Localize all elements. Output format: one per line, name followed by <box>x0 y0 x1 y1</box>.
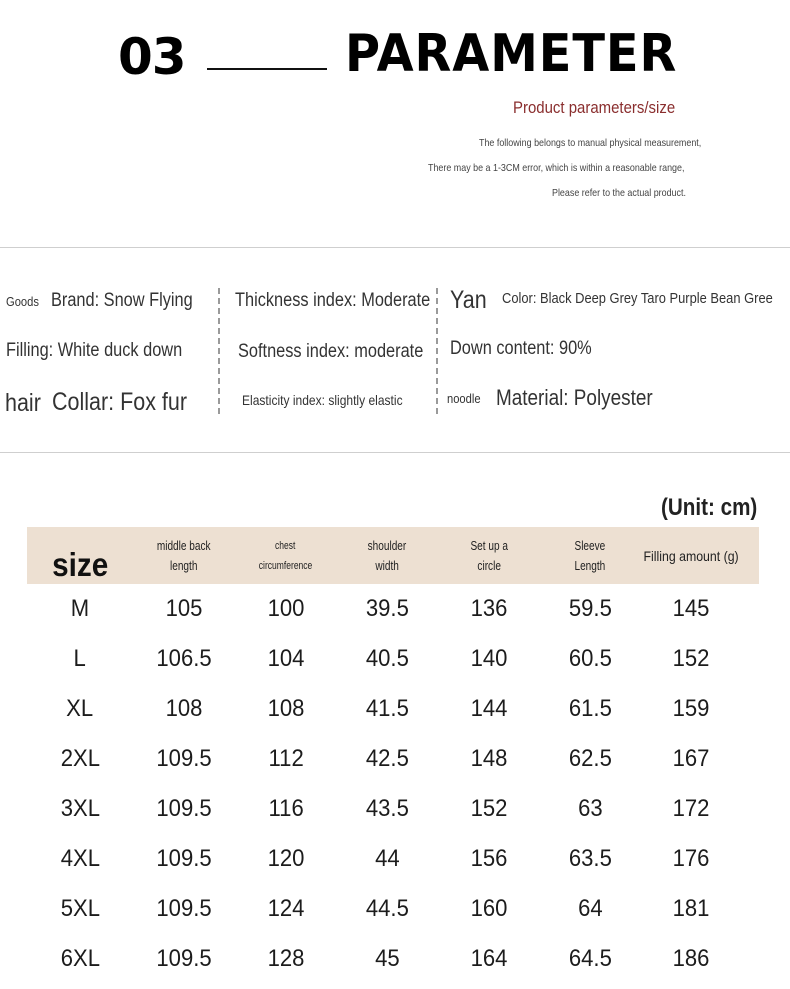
cell-text: 144 <box>470 695 508 722</box>
cell-text: 39.5 <box>365 595 409 622</box>
cell-circle <box>439 634 539 684</box>
header-circle <box>439 527 539 584</box>
table-row <box>0 784 790 834</box>
cell-size <box>30 784 130 834</box>
divider-bottom <box>0 452 790 453</box>
cell-text: 2XL <box>60 745 100 772</box>
cell-text: 136 <box>470 595 508 622</box>
header-circle-line2: circle <box>477 557 501 573</box>
cell-size <box>30 634 130 684</box>
cell-text: 108 <box>267 695 305 722</box>
cell-text: 5XL <box>60 895 100 922</box>
cell-text: 116 <box>268 795 304 822</box>
cell-back-length <box>134 734 234 784</box>
cell-text: 41.5 <box>365 695 409 722</box>
param-yan-tag: Yan <box>450 286 487 314</box>
cell-text: 6XL <box>60 945 100 972</box>
param-thickness: Thickness index: Moderate <box>235 290 431 311</box>
cell-text: 109.5 <box>156 795 212 822</box>
cell-text: 145 <box>672 595 710 622</box>
cell-sleeve <box>540 784 640 834</box>
cell-text: 156 <box>470 845 508 872</box>
header-back-length <box>134 527 234 584</box>
cell-circle <box>439 584 539 634</box>
header-size-text: size <box>51 546 109 583</box>
cell-shoulder <box>337 734 437 784</box>
cell-text: 160 <box>470 895 508 922</box>
column-divider-2 <box>436 288 438 414</box>
header-filling-text: Filling amount (g) <box>643 547 739 564</box>
measurement-note-2: There may be a 1-3CM error, which is within a reasonable range, <box>428 162 685 174</box>
cell-text: 181 <box>672 895 710 922</box>
cell-filling <box>641 584 741 634</box>
table-row <box>0 834 790 884</box>
cell-chest <box>236 834 336 884</box>
param-hair-tag: hair <box>5 389 41 417</box>
cell-text: 108 <box>165 695 203 722</box>
param-goods-tag: Goods <box>6 294 39 309</box>
cell-sleeve <box>540 884 640 934</box>
cell-text: 186 <box>672 945 710 972</box>
cell-text: 4XL <box>60 845 100 872</box>
cell-text: 140 <box>470 645 508 672</box>
cell-shoulder <box>337 684 437 734</box>
cell-text: 104 <box>267 645 305 672</box>
cell-sleeve <box>540 684 640 734</box>
cell-back-length <box>134 584 234 634</box>
cell-text: 109.5 <box>156 745 212 772</box>
param-filling: Filling: White duck down <box>6 340 183 361</box>
cell-shoulder <box>337 934 437 984</box>
cell-text: 42.5 <box>365 745 409 772</box>
table-row <box>0 634 790 684</box>
cell-chest <box>236 634 336 684</box>
cell-text: 43.5 <box>365 795 409 822</box>
cell-filling <box>641 934 741 984</box>
table-row <box>0 934 790 984</box>
section-title: PARAMETER <box>345 24 678 84</box>
cell-filling <box>641 884 741 934</box>
cell-chest <box>236 884 336 934</box>
table-row <box>0 734 790 784</box>
cell-text: 100 <box>267 595 305 622</box>
cell-size <box>30 584 130 634</box>
measurement-note-1: The following belongs to manual physical measurement, <box>479 137 702 149</box>
header-shoulder <box>337 527 437 584</box>
header-sleeve-line1: Sleeve <box>574 537 606 553</box>
cell-back-length <box>134 634 234 684</box>
title-underline <box>207 68 327 70</box>
cell-text: 176 <box>672 845 710 872</box>
cell-chest <box>236 934 336 984</box>
cell-shoulder <box>337 884 437 934</box>
cell-back-length <box>134 884 234 934</box>
cell-text: 120 <box>267 845 305 872</box>
header-sleeve <box>540 527 640 584</box>
cell-text: 112 <box>268 745 304 772</box>
param-elasticity: Elasticity index: slightly elastic <box>242 392 403 408</box>
cell-text: 152 <box>672 645 710 672</box>
cell-text: 59.5 <box>568 595 612 622</box>
cell-sleeve <box>540 834 640 884</box>
param-color: Color: Black Deep Grey Taro Purple Bean Gree <box>502 290 773 307</box>
param-softness: Softness index: moderate <box>238 341 424 362</box>
cell-shoulder <box>337 584 437 634</box>
cell-shoulder <box>337 834 437 884</box>
cell-text: 106.5 <box>156 645 212 672</box>
cell-circle <box>439 934 539 984</box>
cell-text: 45 <box>374 945 400 972</box>
cell-text: 61.5 <box>568 695 612 722</box>
cell-back-length <box>134 684 234 734</box>
header-sleeve-line2: Length <box>574 557 606 573</box>
cell-text: 109.5 <box>156 845 212 872</box>
cell-chest <box>236 734 336 784</box>
cell-circle <box>439 834 539 884</box>
cell-text: 159 <box>672 695 710 722</box>
cell-circle <box>439 784 539 834</box>
header-size <box>30 527 130 584</box>
cell-size <box>30 734 130 784</box>
cell-text: 63.5 <box>568 845 612 872</box>
cell-size <box>30 684 130 734</box>
cell-text: 44.5 <box>365 895 409 922</box>
cell-sleeve <box>540 934 640 984</box>
cell-text: 109.5 <box>156 895 212 922</box>
cell-text: 167 <box>672 745 710 772</box>
header-shoulder-line2: width <box>375 557 399 573</box>
page-subtitle: Product parameters/size <box>513 98 676 117</box>
param-material: Material: Polyester <box>496 385 653 410</box>
cell-size <box>30 884 130 934</box>
cell-circle <box>439 684 539 734</box>
cell-text: XL <box>66 695 94 722</box>
cell-text: 109.5 <box>156 945 212 972</box>
param-brand: Brand: Snow Flying <box>51 290 193 311</box>
header-circle-line1: Set up a <box>470 537 508 553</box>
param-noodle-tag: noodle <box>447 391 481 406</box>
header-filling-amount <box>632 527 750 584</box>
cell-text: 164 <box>470 945 508 972</box>
cell-sleeve <box>540 734 640 784</box>
cell-text: 128 <box>267 945 305 972</box>
cell-text: 148 <box>470 745 508 772</box>
cell-text: 152 <box>470 795 508 822</box>
cell-text: 64.5 <box>568 945 612 972</box>
cell-sleeve <box>540 584 640 634</box>
cell-size <box>30 834 130 884</box>
divider-top <box>0 247 790 248</box>
header-chest-line1: chest <box>275 539 297 552</box>
cell-text: M <box>70 595 90 622</box>
cell-text: 63 <box>577 795 603 822</box>
header-chest <box>236 527 336 584</box>
cell-circle <box>439 884 539 934</box>
cell-text: 60.5 <box>568 645 612 672</box>
unit-label: (Unit: cm) <box>661 494 758 521</box>
cell-text: 124 <box>267 895 305 922</box>
cell-filling <box>641 634 741 684</box>
cell-filling <box>641 784 741 834</box>
section-number: 03 <box>118 28 186 86</box>
cell-chest <box>236 584 336 634</box>
header-back-length-line2: length <box>170 557 198 573</box>
measurement-note-3: Please refer to the actual product. <box>552 187 686 199</box>
cell-sleeve <box>540 634 640 684</box>
cell-text: 105 <box>165 595 203 622</box>
cell-shoulder <box>337 634 437 684</box>
cell-back-length <box>134 934 234 984</box>
header-shoulder-line1: shoulder <box>367 537 407 553</box>
table-row <box>0 584 790 634</box>
cell-shoulder <box>337 784 437 834</box>
cell-filling <box>641 684 741 734</box>
table-row <box>0 884 790 934</box>
cell-filling <box>641 834 741 884</box>
cell-text: L <box>73 645 87 672</box>
cell-text: 44 <box>374 845 400 872</box>
cell-chest <box>236 784 336 834</box>
cell-back-length <box>134 834 234 884</box>
cell-chest <box>236 684 336 734</box>
cell-text: 62.5 <box>568 745 612 772</box>
param-collar: Collar: Fox fur <box>52 388 188 416</box>
column-divider-1 <box>218 288 220 414</box>
cell-text: 3XL <box>60 795 100 822</box>
cell-filling <box>641 734 741 784</box>
cell-circle <box>439 734 539 784</box>
cell-text: 172 <box>672 795 710 822</box>
header-back-length-line1: middle back <box>157 537 211 553</box>
table-row <box>0 684 790 734</box>
cell-text: 64 <box>577 895 603 922</box>
cell-size <box>30 934 130 984</box>
param-down-content: Down content: 90% <box>450 338 592 359</box>
header-chest-line2: circumference <box>259 559 313 572</box>
cell-back-length <box>134 784 234 834</box>
cell-text: 40.5 <box>365 645 409 672</box>
